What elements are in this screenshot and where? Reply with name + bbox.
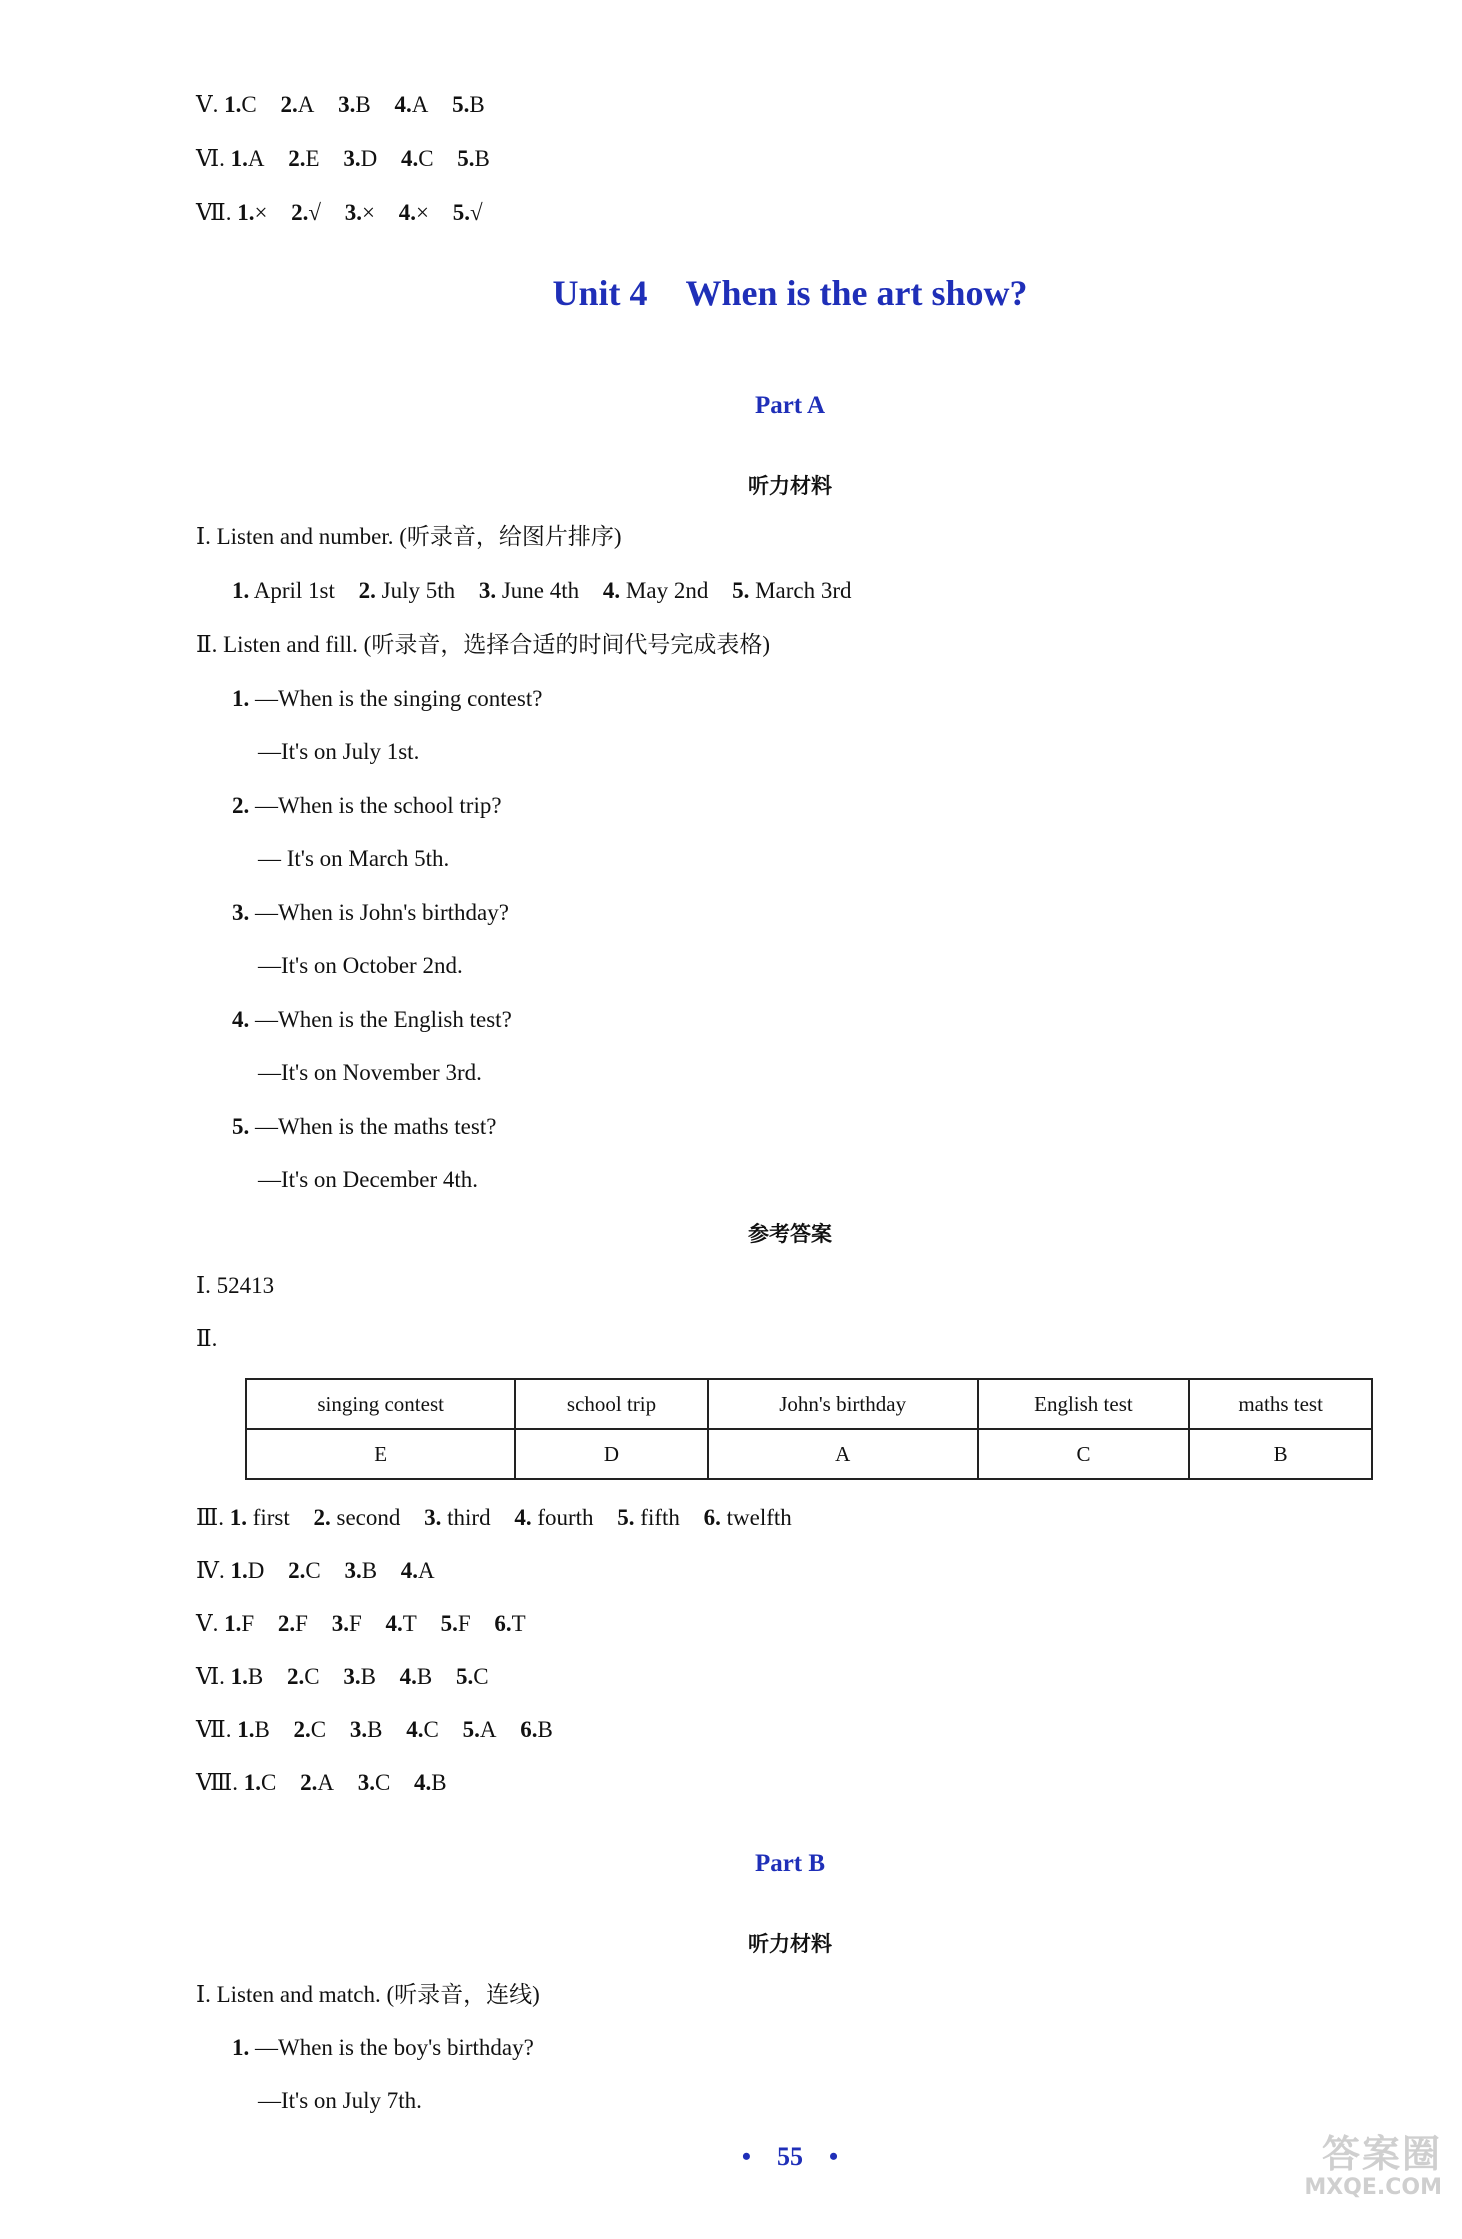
dialogue-answer: —It's on July 1st. [258,739,420,764]
answer-row: Ⅶ. 1.× 2.√ 3.× 4.× 5.√ [196,200,483,225]
table-header-cell: maths test [1189,1379,1372,1429]
listening-heading: 听力材料 [748,1932,832,1956]
answer-row: Ⅲ. 1. first 2. second 3. third 4. fourth 5. fifth 6. twelfth [196,1505,792,1530]
answer-row: Ⅱ. [196,1326,218,1351]
answer-row: Ⅴ. 1.C 2.A 3.B 4.A 5.B [196,92,485,117]
table-header-cell: John's birthday [708,1379,978,1429]
unit-title: Unit 4 When is the art show? [552,273,1028,313]
table-row [246,1429,1372,1479]
number-order-row: 1. April 1st 2. July 5th 3. June 4th 4. May 2nd 5. March 3rd [232,578,852,603]
listening-heading: 听力材料 [748,474,832,498]
dialogue-question: 1. —When is the boy's birthday? [232,2035,534,2060]
table-header-cell: singing contest [246,1379,515,1429]
answer-row: Ⅴ. 1.F 2.F 3.F 4.T 5.F 6.T [196,1611,526,1636]
table-header-row [246,1379,1372,1429]
part-b-title: Part B [754,1850,826,1877]
table-cell: B [1189,1429,1372,1479]
dialogue-question: 5. —When is the maths test? [232,1114,497,1139]
dialogue-answer: —It's on November 3rd. [258,1060,482,1085]
answer-table [245,1378,1373,1480]
dialogue-question: 2. —When is the school trip? [232,793,502,818]
section-label: Ⅰ. Listen and number. (听录音，给图片排序) [196,524,622,549]
dialogue-question: 3. —When is John's birthday? [232,900,509,925]
dialogue-question: 1. —When is the singing contest? [232,686,543,711]
answer-row: Ⅰ. 52413 [196,1273,275,1298]
table-cell: D [515,1429,707,1479]
table-cell: C [978,1429,1190,1479]
table-cell: E [246,1429,515,1479]
dialogue-answer: —It's on July 7th. [258,2088,422,2113]
table-header-cell: English test [978,1379,1190,1429]
answer-row: Ⅶ. 1.B 2.C 3.B 4.C 5.A 6.B [196,1717,553,1742]
dialogue-question: 4. —When is the English test? [232,1007,512,1032]
answer-row: Ⅵ. 1.B 2.C 3.B 4.B 5.C [196,1664,489,1689]
answer-row: Ⅵ. 1.A 2.E 3.D 4.C 5.B [196,146,490,171]
dialogue-answer: —It's on December 4th. [258,1167,479,1192]
page-number: • 55 • [741,2142,839,2171]
part-a-title: Part A [754,392,826,419]
answer-row: Ⅳ. 1.D 2.C 3.B 4.A [196,1558,435,1583]
table-header-cell: school trip [515,1379,707,1429]
section-label: Ⅰ. Listen and match. (听录音，连线) [196,1982,540,2007]
section-label: Ⅱ. Listen and fill. (听录音，选择合适的时间代号完成表格) [196,632,770,657]
dialogue-answer: —It's on October 2nd. [258,953,463,978]
answers-heading: 参考答案 [748,1222,832,1246]
dialogue-answer: — It's on March 5th. [258,846,450,871]
answer-row: Ⅷ. 1.C 2.A 3.C 4.B [196,1770,447,1795]
table-cell: A [708,1429,978,1479]
watermark-logo: 答案圈 MXQE.COM [1304,2132,1442,2200]
